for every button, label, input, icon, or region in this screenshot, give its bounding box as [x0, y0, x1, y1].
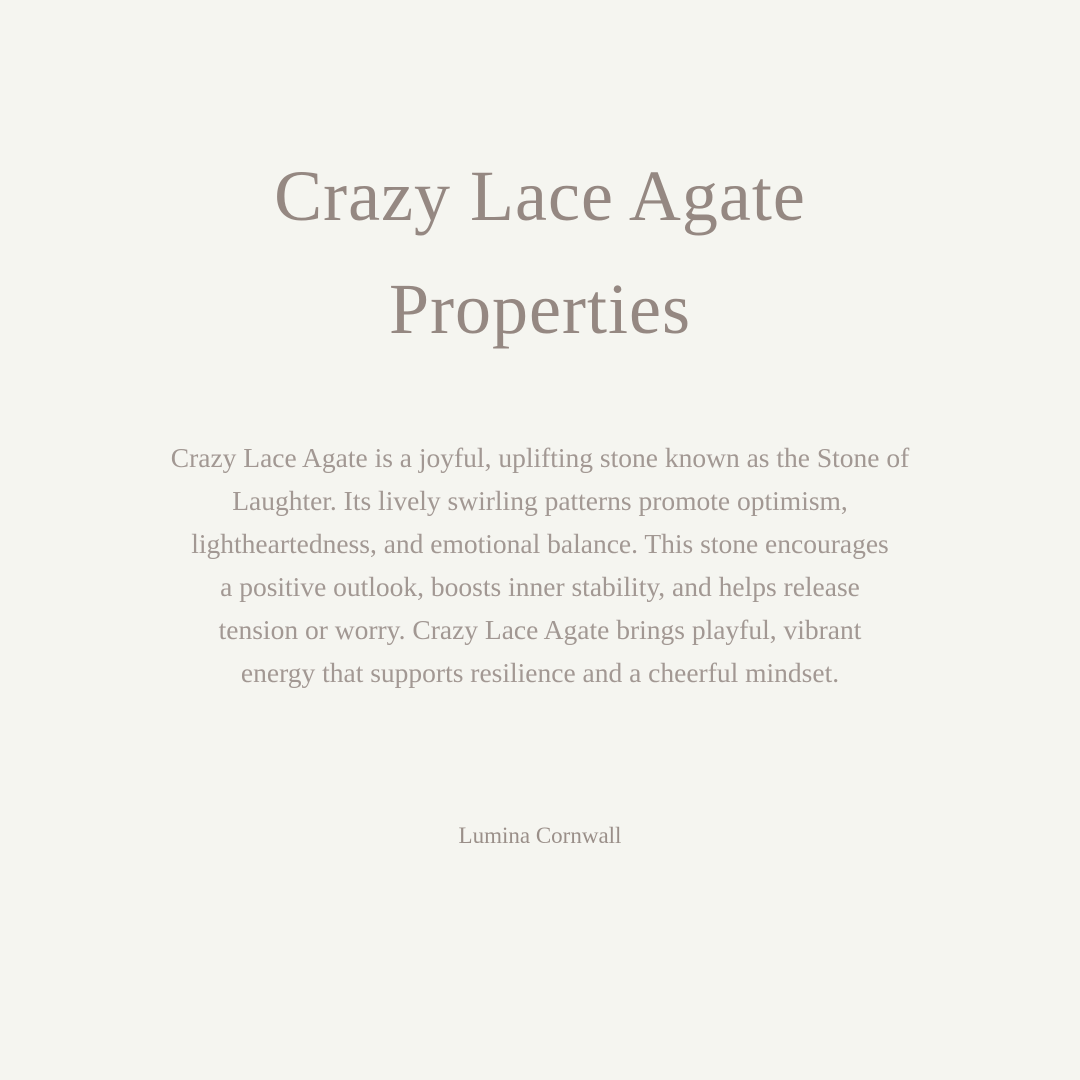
description-line-5: tension or worry. Crazy Lace Agate brings playful, vibrant [218, 614, 862, 645]
description-line-4: a positive outlook, boosts inner stability, and helps release [220, 571, 860, 602]
author-signature: Lumina Cornwall [458, 823, 622, 848]
description-line-6: energy that supports resilience and a cheerful mindset. [240, 657, 840, 688]
page-title [0, 140, 1080, 366]
description-line-3: lightheartedness, and emotional balance. This stone encourages [191, 528, 889, 559]
title-line-2: Properties [389, 269, 691, 349]
description-line-1: Crazy Lace Agate is a joyful, uplifting stone known as the Stone of [170, 442, 910, 473]
description-text [120, 436, 960, 694]
description-line-2: Laughter. Its lively swirling patterns promote optimism, [232, 485, 848, 516]
title-line-1: Crazy Lace Agate [274, 156, 806, 236]
